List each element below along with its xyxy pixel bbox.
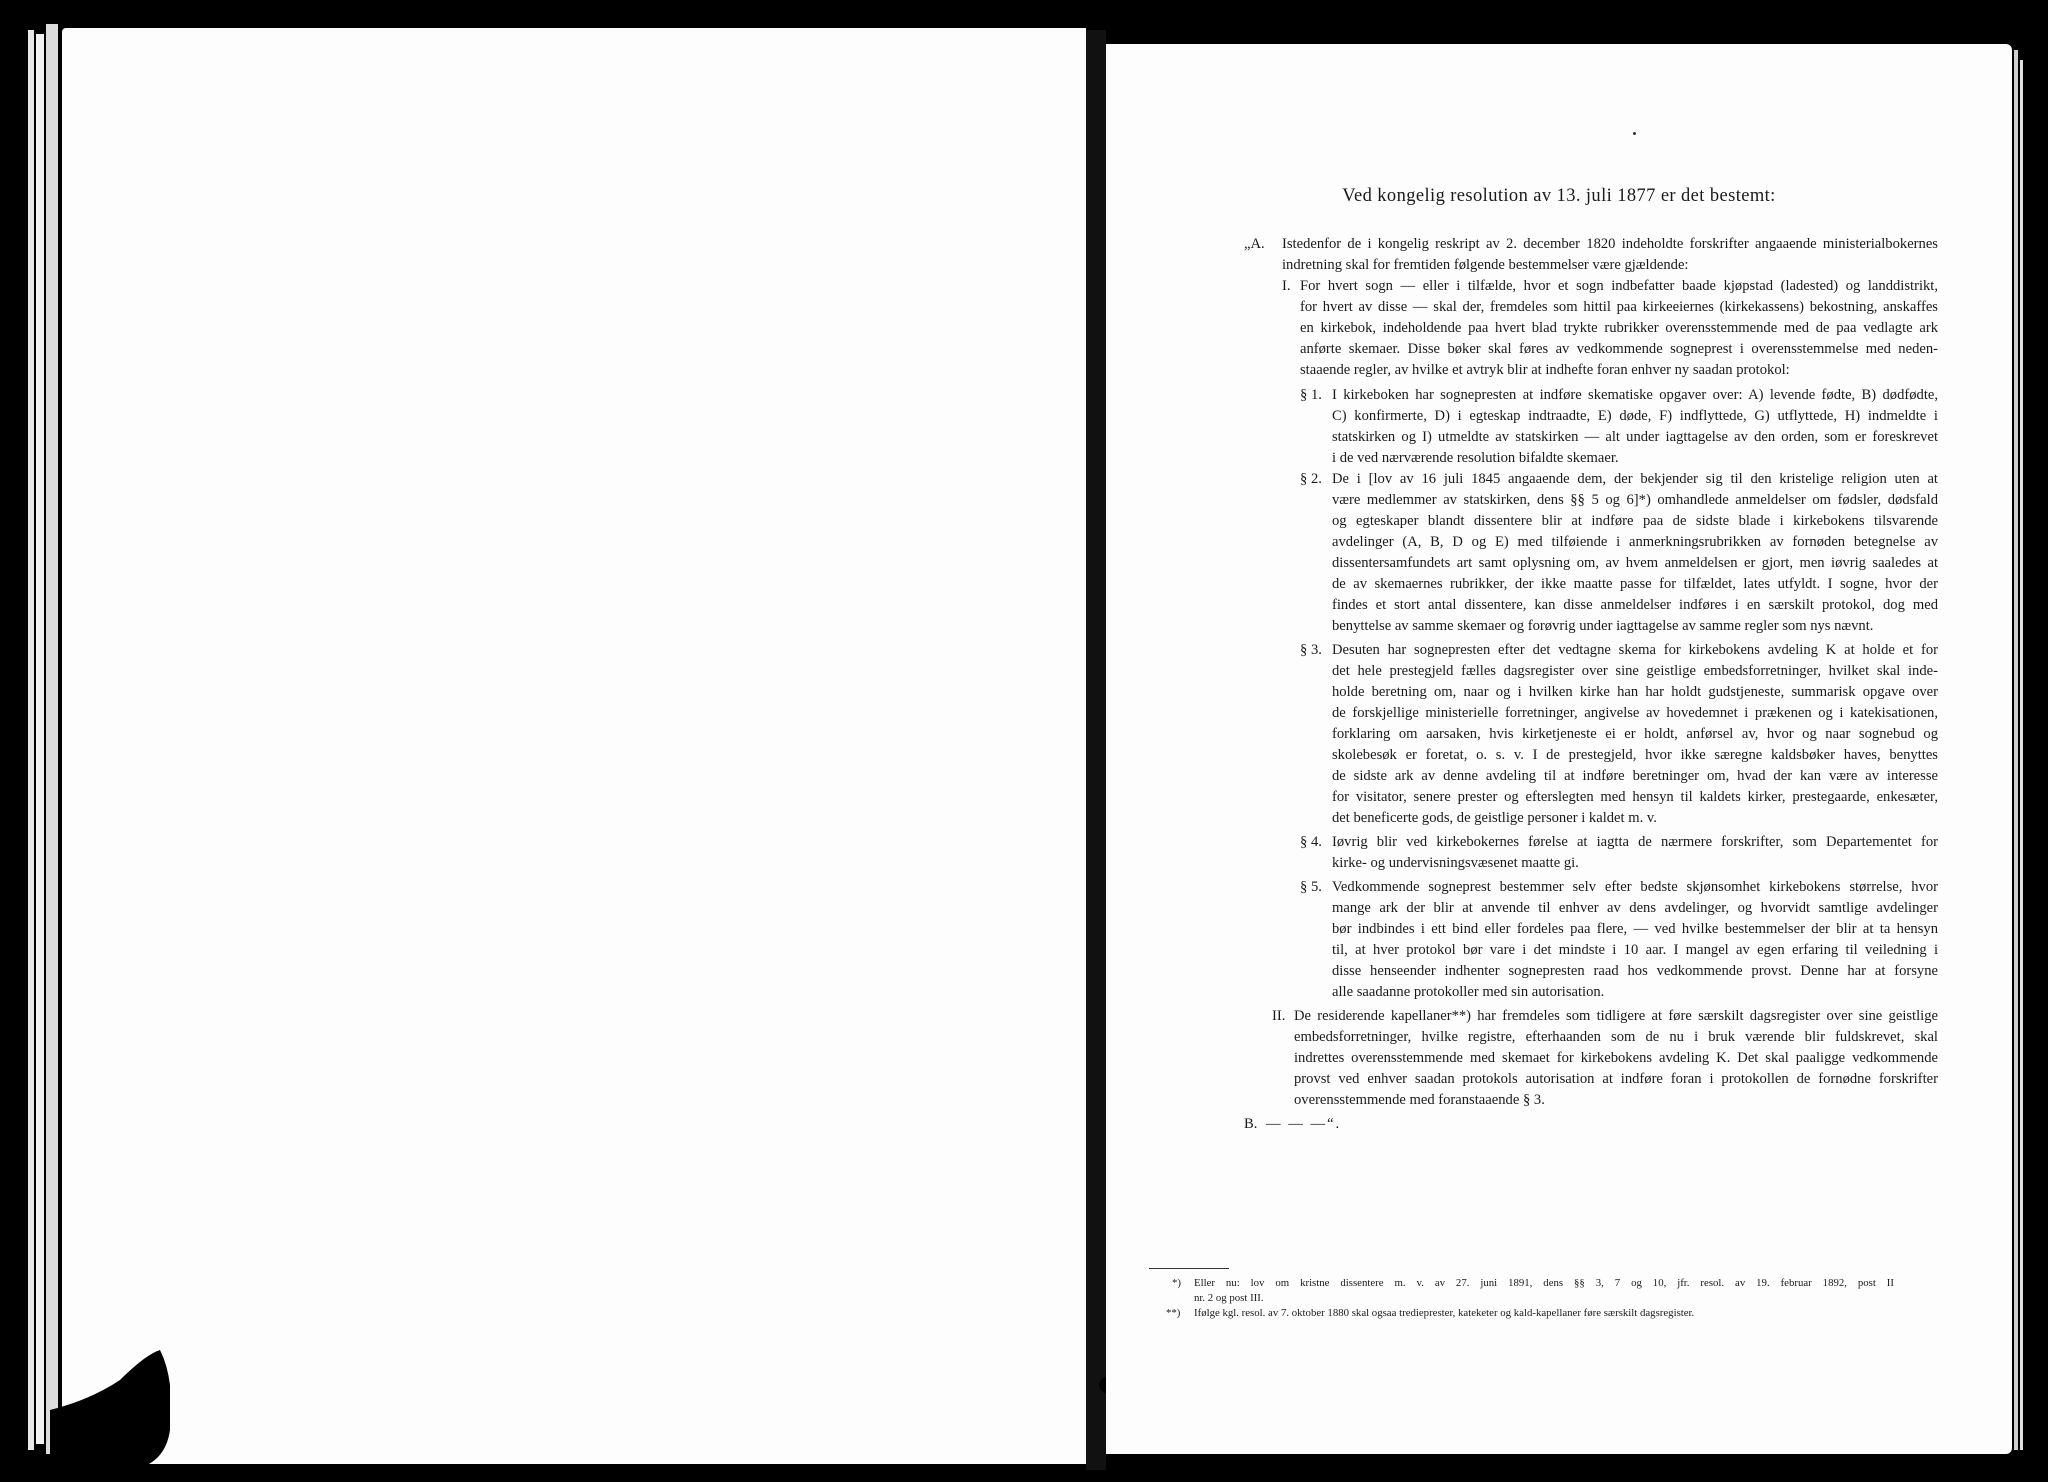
para-2-line: findes et stort antal dissentere, kan disse anmeldelser indføres i en særskilt protokol, dog med	[1332, 597, 1938, 613]
para-5-line: disse henseender indhenter sogneprestеn raad hos vedkommende provst. Denne har at forsyne	[1332, 963, 1938, 979]
para-3-line: skolebesøk er foretat, o. s. v. I de prestegjeld, hvor ikke særegne kaldsbøker haves, benyttes	[1332, 747, 1938, 763]
para-2-line: De i [lov av 16 juli 1845 angaaende dem, der bekjender sig til den kristelige religion uten at	[1332, 471, 1938, 487]
para-3-line: de forskjellige ministerielle forretninger, angivelse av hovedemnet i prækenen og i katekisationen,	[1332, 705, 1938, 721]
ink-dot	[1633, 132, 1636, 135]
left-page-blank	[62, 28, 1086, 1464]
para-4-line: Iøvrig blir ved kirkebokernes førelse at iagtta de nærmere forskrifter, som Departementet for	[1332, 834, 1938, 850]
para-1-line: i de ved nærværende resolution bifaldte skemaer.	[1332, 450, 1619, 466]
para-5-line: alle saadanne protokoller med sin autorisation.	[1332, 984, 1605, 1000]
item-2-marker: II.	[1272, 1008, 1286, 1024]
item-2-line: provst ved enhver saadan protokols autorisation at indføre foran i protokollen de fornødne forskrifter	[1294, 1071, 1938, 1087]
section-b-marker: B.	[1244, 1116, 1258, 1132]
footnote-1-line: Eller nu: lov om kristne dissentere m. v. av 27. juni 1891, dens §§ 3, 7 og 10, jfr. resol. av 19. februar 1892, post II	[1194, 1277, 1894, 1289]
para-5-line: bør indbindes i ett bind eller fordeles paa flere, — ved hvilke bestemmelser der blir at ta hensyn	[1332, 921, 1938, 937]
para-4-line: kirke- og undervisningsvæsenet maatte gi.	[1332, 855, 1579, 871]
para-3-line: holde beretning om, naar og i hvilken kirke han har holdt gudstjeneste, summarisk opgave over	[1332, 684, 1938, 700]
footnote-rule	[1149, 1268, 1229, 1269]
left-page-corner-shadow	[50, 1340, 170, 1470]
footnote-2-marker: **)	[1166, 1307, 1181, 1319]
para-1-marker: § 1.	[1300, 387, 1322, 403]
para-3-line: forklaring om aarsaken, hvis kirketjeneste ei er holdt, anførsel av, hvor og naar sognebud og	[1332, 726, 1938, 742]
item-2-line: De residerende kapellaner**) har fremdeles som tidligere at føre særskilt dagsregister over sine geistlige	[1294, 1008, 1938, 1024]
para-3-line: det hele prestegjeld fælles dagsregister over sine geistlige embedsforretninger, hvilket skal inde-	[1332, 663, 1938, 679]
para-3-line: for visitator, senere prester og efterslegten med hensyn til kaldets kirker, prestegaarde, enkesæter,	[1332, 789, 1938, 805]
section-a-line: indretning skal for fremtiden følgende bestemmelser være gjældende:	[1282, 257, 1689, 273]
para-3-line: det beneficerte gods, de geistlige personer i kaldet m. v.	[1332, 810, 1657, 826]
item-2-line: overensstemmende med foranstaaende § 3.	[1294, 1092, 1545, 1108]
footnote-1-marker: *)	[1172, 1277, 1181, 1289]
para-2-line: avdelinger (A, B, D og E) med tilføiende i anmerkningsrubrikken av fornøden betegnelse av	[1332, 534, 1938, 550]
para-2-line: være medlemmer av statskirken, dens §§ 5 og 6]*) omhandlede anmeldelser om fødsler, dødsfald	[1332, 492, 1938, 508]
section-a-line: Istedenfor de i kongelig reskript av 2. december 1820 indeholdte forskrifter angaaende ministerialbokernes	[1282, 236, 1938, 252]
item-1-line: for hvert av disse — skal der, fremdeles som hittil paa kirkeeiernes (kirkekassens) bekostning, anskaffes	[1300, 299, 1938, 315]
para-2-line: benyttelse av samme skemaer og forøvrig under iagttagelse av samme regler som nys nævnt.	[1332, 618, 1874, 634]
item-1-line: en kirkebok, indeholdende paa hvert blad trykte rubrikker overensstemmende med de paa vedlagte ark	[1300, 320, 1938, 336]
para-3-marker: § 3.	[1300, 642, 1322, 658]
resolution-text	[1106, 44, 2012, 1454]
item-2-line: embedsforretninger, hvilke registre, efterhaanden som de nu i bruk værende blir fuldskrevet, skal	[1294, 1029, 1938, 1045]
section-a-marker: „A.	[1244, 236, 1265, 252]
para-1-line: I kirkeboken har sogneprestеn at indføre skematiske opgaver over: A) levende fødte, B) dødfødte,	[1332, 387, 1938, 403]
para-2-line: og egteskaper blandt dissentere blir at indføre paa de sidste blade i kirkebokens tilsvarende	[1332, 513, 1938, 529]
para-2-marker: § 2.	[1300, 471, 1322, 487]
para-5-line: Vedkommende sogneprest bestemmer selv efter bedste skjønsomhet kirkebokens størrelse, hvor	[1332, 879, 1938, 895]
item-1-marker: I.	[1282, 278, 1291, 294]
para-1-line: statskirken og I) utmeldte av statskirken — alt under iagttagelse av den orden, som er foreskrevet	[1332, 429, 1938, 445]
para-2-line: dissentersamfundets art samt oplysning om, av hvem anmeldelsen er gjort, men iøvrig saaledes at	[1332, 555, 1938, 571]
para-5-line: til, at hver protokol bør vare i det mindste i 10 aar. I mangel av egen erfaring til veiledning i	[1332, 942, 1938, 958]
para-3-line: de sidste ark av denne avdeling til at indføre beretninger om, hvad der kan være av interesse	[1332, 768, 1938, 784]
item-2-line: indrettes overensstemmende med skemaet for kirkebokens avdeling K. Det skal paaligge vedkommende	[1294, 1050, 1938, 1066]
para-3-line: Desuten har sogneprestеn efter det vedtagne skema for kirkebokens avdeling K at holde et for	[1332, 642, 1938, 658]
item-1-line: staaende regler, av hvilke et avtryk blir at indhefte foran enhver ny saadan protokol:	[1300, 362, 1790, 378]
footnote-1-line: nr. 2 og post III.	[1194, 1292, 1264, 1304]
para-4-marker: § 4.	[1300, 834, 1322, 850]
footnote-2-line: Ifølge kgl. resol. av 7. oktober 1880 skal ogsaa tredieprester, kateketer og kald-kapellaner føre særskilt dagsregister.	[1194, 1307, 1695, 1319]
para-1-line: C) konfirmerte, D) i egteskap indtraadte, E) døde, F) indflyttede, G) utflyttede, H) indmeldte i	[1332, 408, 1938, 424]
page-title: Ved kongelig resolution av 13. juli 1877 er det bestemt:	[1342, 186, 1776, 206]
para-5-marker: § 5.	[1300, 879, 1322, 895]
section-b-text: — — —“.	[1266, 1116, 1342, 1132]
item-1-line: For hvert sogn — eller i tilfælde, hvor et sogn indbefatter baade kjøpstad (ladested) og landdistrikt,	[1300, 278, 1938, 294]
item-1-line: anførte skemaer. Disse bøker skal føres av vedkommende sogneprest i overensstemmelse med neden-	[1300, 341, 1938, 357]
para-2-line: de av skemaernes rubrikker, der ikke maatte passe for tilfældet, lates utfyldt. I sogne, hvor der	[1332, 576, 1938, 592]
para-5-line: mange ark der blir at anvende til enhver av dens avdelinger, og hvorvidt samtlige avdelinger	[1332, 900, 1938, 916]
